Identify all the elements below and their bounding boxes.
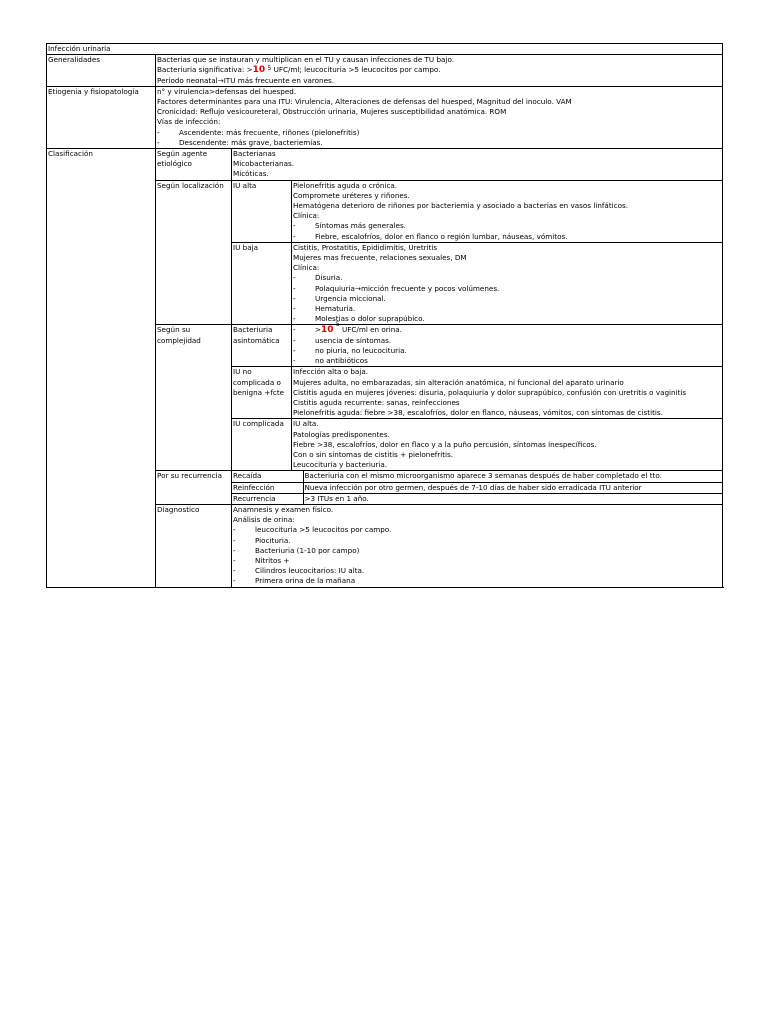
row-clasificacion-agente — [47, 149, 723, 181]
content-complicada — [292, 419, 723, 471]
bullet-text: Polaquiuria — [315, 283, 355, 293]
bullet-item — [233, 525, 721, 535]
bullet-dash: - — [233, 555, 236, 565]
label-asintomatica: Bacteriuria asintomática — [232, 325, 292, 367]
content-agente — [232, 149, 723, 181]
bullet-text: Ascendente: más frecuente, riñones (pielonefritis) — [179, 127, 360, 137]
text-line: Mujeres adulta, no embarazadas, sin alteración anatómica, ni funcional del aparato urinario — [293, 377, 624, 387]
bullet-item — [293, 346, 721, 356]
text-line: Pielonefritis aguda: fiebre >38, escalofríos, dolor en flanco, náuseas, vómitos, con síntomas de cistitis. — [293, 408, 663, 418]
content-diagnostico — [232, 504, 723, 587]
text-line: Patologías predisponentes. — [293, 429, 390, 439]
label-iu-alta: IU alta — [232, 180, 292, 242]
text-line: Micóticas. — [233, 169, 269, 179]
bullet-item — [293, 294, 721, 304]
bullet-text: no piuria, no leucocituria. — [315, 345, 407, 355]
bullet-item — [233, 546, 721, 556]
bullet-text: Primera orina de la mañana — [255, 576, 356, 586]
highlight-number: 10 — [252, 65, 266, 76]
bullet-text: Bacteriuria (1-10 por campo) — [255, 545, 360, 555]
highlight-number: 10 — [321, 325, 334, 336]
text-line: Cistitis aguda recurrente: sanas, reinfecciones — [293, 397, 460, 407]
row-etiogenia — [47, 86, 723, 148]
bullet-dash: - — [233, 525, 236, 535]
text-line: Micobacterianas. — [233, 159, 295, 169]
bullet-dash: - — [293, 335, 296, 345]
recurrencia-text: Bacteriuria con el mismo microorganismo aparece 3 semanas después de haber completado el tto. — [303, 471, 722, 482]
row-generalidades — [47, 55, 723, 87]
table-row — [232, 471, 722, 482]
table-row — [232, 493, 722, 504]
arrow-icon: → — [217, 75, 224, 85]
bullet-item — [157, 138, 721, 148]
bullet-item — [233, 556, 721, 566]
text-fragment: > — [315, 325, 322, 335]
content-etiogenia — [156, 86, 723, 148]
content-generalidades — [156, 55, 723, 87]
bullet-text: leucocituria >5 leucocitos por campo. — [255, 525, 392, 535]
text-line: Hematógena deterioro de riñones por bacteriemia y asociado a bacterias en vasos linfáticos. — [293, 201, 629, 211]
document-page — [46, 43, 722, 588]
table-row — [232, 482, 722, 493]
bullet-dash: - — [293, 221, 296, 231]
recurrencia-label: Recurrencia — [232, 493, 303, 504]
bullet-text: Nitritos + — [255, 555, 290, 565]
text-fragment: UFC/ml; leucocituria >5 leucocitos por campo. — [273, 65, 441, 75]
bullet-text: Urgencia miccional. — [315, 293, 386, 303]
text-fragment: ITU más frecuente en varones. — [223, 75, 335, 85]
bullet-dash: - — [293, 304, 296, 314]
text-line: Bacterias que se instauran y multiplican en el TU y causan infecciones de TU bajo. — [157, 55, 454, 65]
bullet-dash: - — [293, 293, 296, 303]
recurrencia-label: Reinfección — [232, 482, 303, 493]
bullet-item — [233, 566, 721, 576]
bullet-text: Molestias o dolor suprapúbico. — [315, 314, 425, 324]
superscript: 5 — [267, 65, 272, 73]
content-recurrencia — [232, 471, 723, 505]
bullet-dash: - — [157, 127, 160, 137]
bullet-item — [293, 221, 721, 231]
bullet-item — [233, 536, 721, 546]
bullet-dash: - — [293, 283, 296, 293]
bullet-dash: - — [293, 356, 296, 366]
label-etiogenia: Etiogenia y fisiopatología — [47, 86, 156, 148]
bullet-item — [233, 576, 721, 586]
text-line: Vías de infección: — [157, 117, 221, 127]
text-line: Clínica: — [293, 211, 320, 221]
text-fragment: Periodo neonatal — [157, 75, 218, 85]
bullet-text: usencia de síntomas. — [315, 335, 392, 345]
text-line: Mujeres mas frecuente, relaciones sexuales, DM — [293, 253, 467, 263]
text-line: Análisis de orina: — [233, 515, 295, 525]
bullet-dash: - — [293, 273, 296, 283]
bullet-text: Fiebre, escalofríos, dolor en flanco o región lumbar, náuseas, vómitos. — [315, 231, 568, 241]
bullet-dash: - — [157, 137, 160, 147]
bullet-dash: - — [293, 325, 296, 335]
bullet-dash: - — [233, 535, 236, 545]
bullet-item — [293, 304, 721, 314]
bullet-item — [293, 314, 721, 324]
bullet-item — [293, 336, 721, 346]
label-complicada: IU complicada — [232, 419, 292, 471]
text-fragment: Bacteriuria significativa: > — [157, 65, 253, 75]
bullet-item — [293, 321, 721, 336]
text-line: IU alta. — [293, 419, 319, 429]
bullet-item — [293, 356, 721, 366]
bullet-text: no antibióticos — [315, 356, 368, 366]
bullet-item — [293, 273, 721, 283]
text-line: Anamnesis y examen físico. — [233, 504, 334, 514]
text-line — [157, 65, 721, 75]
content-asintomatica — [292, 321, 723, 367]
text-line: Con o sin síntomas de cistitis + pielonefritis. — [293, 449, 454, 459]
label-generalidades: Generalidades — [47, 55, 156, 87]
bullet-item — [293, 232, 721, 242]
text-line: Bacterianas — [233, 149, 276, 159]
text-line: Cronicidad: Reflujo vesicoureteral, Obstrucción urinaria, Mujeres susceptibilidad anatómica. ROM — [157, 107, 507, 117]
label-complejidad: Según su complejidad — [156, 325, 232, 471]
text-line: Cistitis, Prostatitis, Epididimitis, Uretritis — [293, 242, 438, 252]
table-title: Infección urinaria — [47, 44, 723, 55]
label-no-complicada: IU no complicada o benigna +fcte — [232, 367, 292, 419]
bullet-text: Síntomas más generales. — [315, 221, 406, 231]
bullet-text: micción frecuente y pocos volúmenes. — [360, 283, 500, 293]
bullet-text: Cilindros leucocitarios: IU alta. — [255, 566, 365, 576]
bullet-dash: - — [233, 545, 236, 555]
bullet-dash: - — [293, 345, 296, 355]
recurrencia-label: Recaída — [232, 471, 303, 482]
title-row — [47, 44, 723, 55]
recurrencia-table — [232, 471, 722, 504]
bullet-dash: - — [293, 314, 296, 324]
bullet-dash: - — [233, 576, 236, 586]
content-iu-baja — [292, 242, 723, 325]
label-iu-baja: IU baja — [232, 242, 292, 325]
bullet-text: Hematuria. — [315, 304, 356, 314]
text-line: Factores determinantes para una ITU: Virulencia, Alteraciones de defensas del huesped, Magnitud del inoculo. VAM — [157, 97, 572, 107]
superscript: 5 — [335, 321, 340, 329]
label-agente: Según agente etiológico — [156, 149, 232, 181]
text-line: Pielonefritis aguda o crónica. — [293, 180, 398, 190]
text-line: Compromete uréteres y riñones. — [293, 190, 410, 200]
bullet-text: UFC/ml en orina. — [341, 325, 402, 335]
bullet-item — [293, 284, 721, 294]
bullet-text: Piocituria. — [255, 535, 291, 545]
label-recurrencia: Por su recurrencia — [156, 471, 232, 505]
recurrencia-text: Nueva infección por otro germen, después de 7-10 días de haber sido erradicada ITU anterior — [303, 482, 722, 493]
label-clasificacion: Clasificación — [47, 149, 156, 588]
bullet-item — [157, 128, 721, 138]
bullet-dash: - — [233, 566, 236, 576]
bullet-text: Descendente: más grave, bacteriemias. — [179, 137, 323, 147]
text-line: Clínica: — [293, 263, 320, 273]
text-line — [157, 76, 721, 86]
text-line: Infección alta o baja. — [293, 367, 369, 377]
text-line: Cistitis aguda en mujeres jóvenes: disuria, polaquiuria y dolor suprapúbico, confusión con uretritis o vaginitis — [293, 387, 687, 397]
label-localizacion: Según localización — [156, 180, 232, 325]
recurrencia-text: >3 ITUs en 1 año. — [303, 493, 722, 504]
text-line: Leucocituria y bacteriuria. — [293, 460, 388, 470]
bullet-dash: - — [293, 231, 296, 241]
text-line: Fiebre >38, escalofríos, dolor en flaco y a la puño percusión, síntomas inespecíficos. — [293, 439, 597, 449]
content-iu-alta — [292, 180, 723, 242]
label-diagnostico: Diagnostico — [156, 504, 232, 587]
bullet-text: Disuria. — [315, 273, 343, 283]
arrow-icon: → — [354, 283, 361, 293]
text-line: n° y virulencia>defensas del huesped. — [157, 86, 297, 96]
content-no-complicada — [292, 367, 723, 419]
summary-table — [46, 43, 723, 588]
